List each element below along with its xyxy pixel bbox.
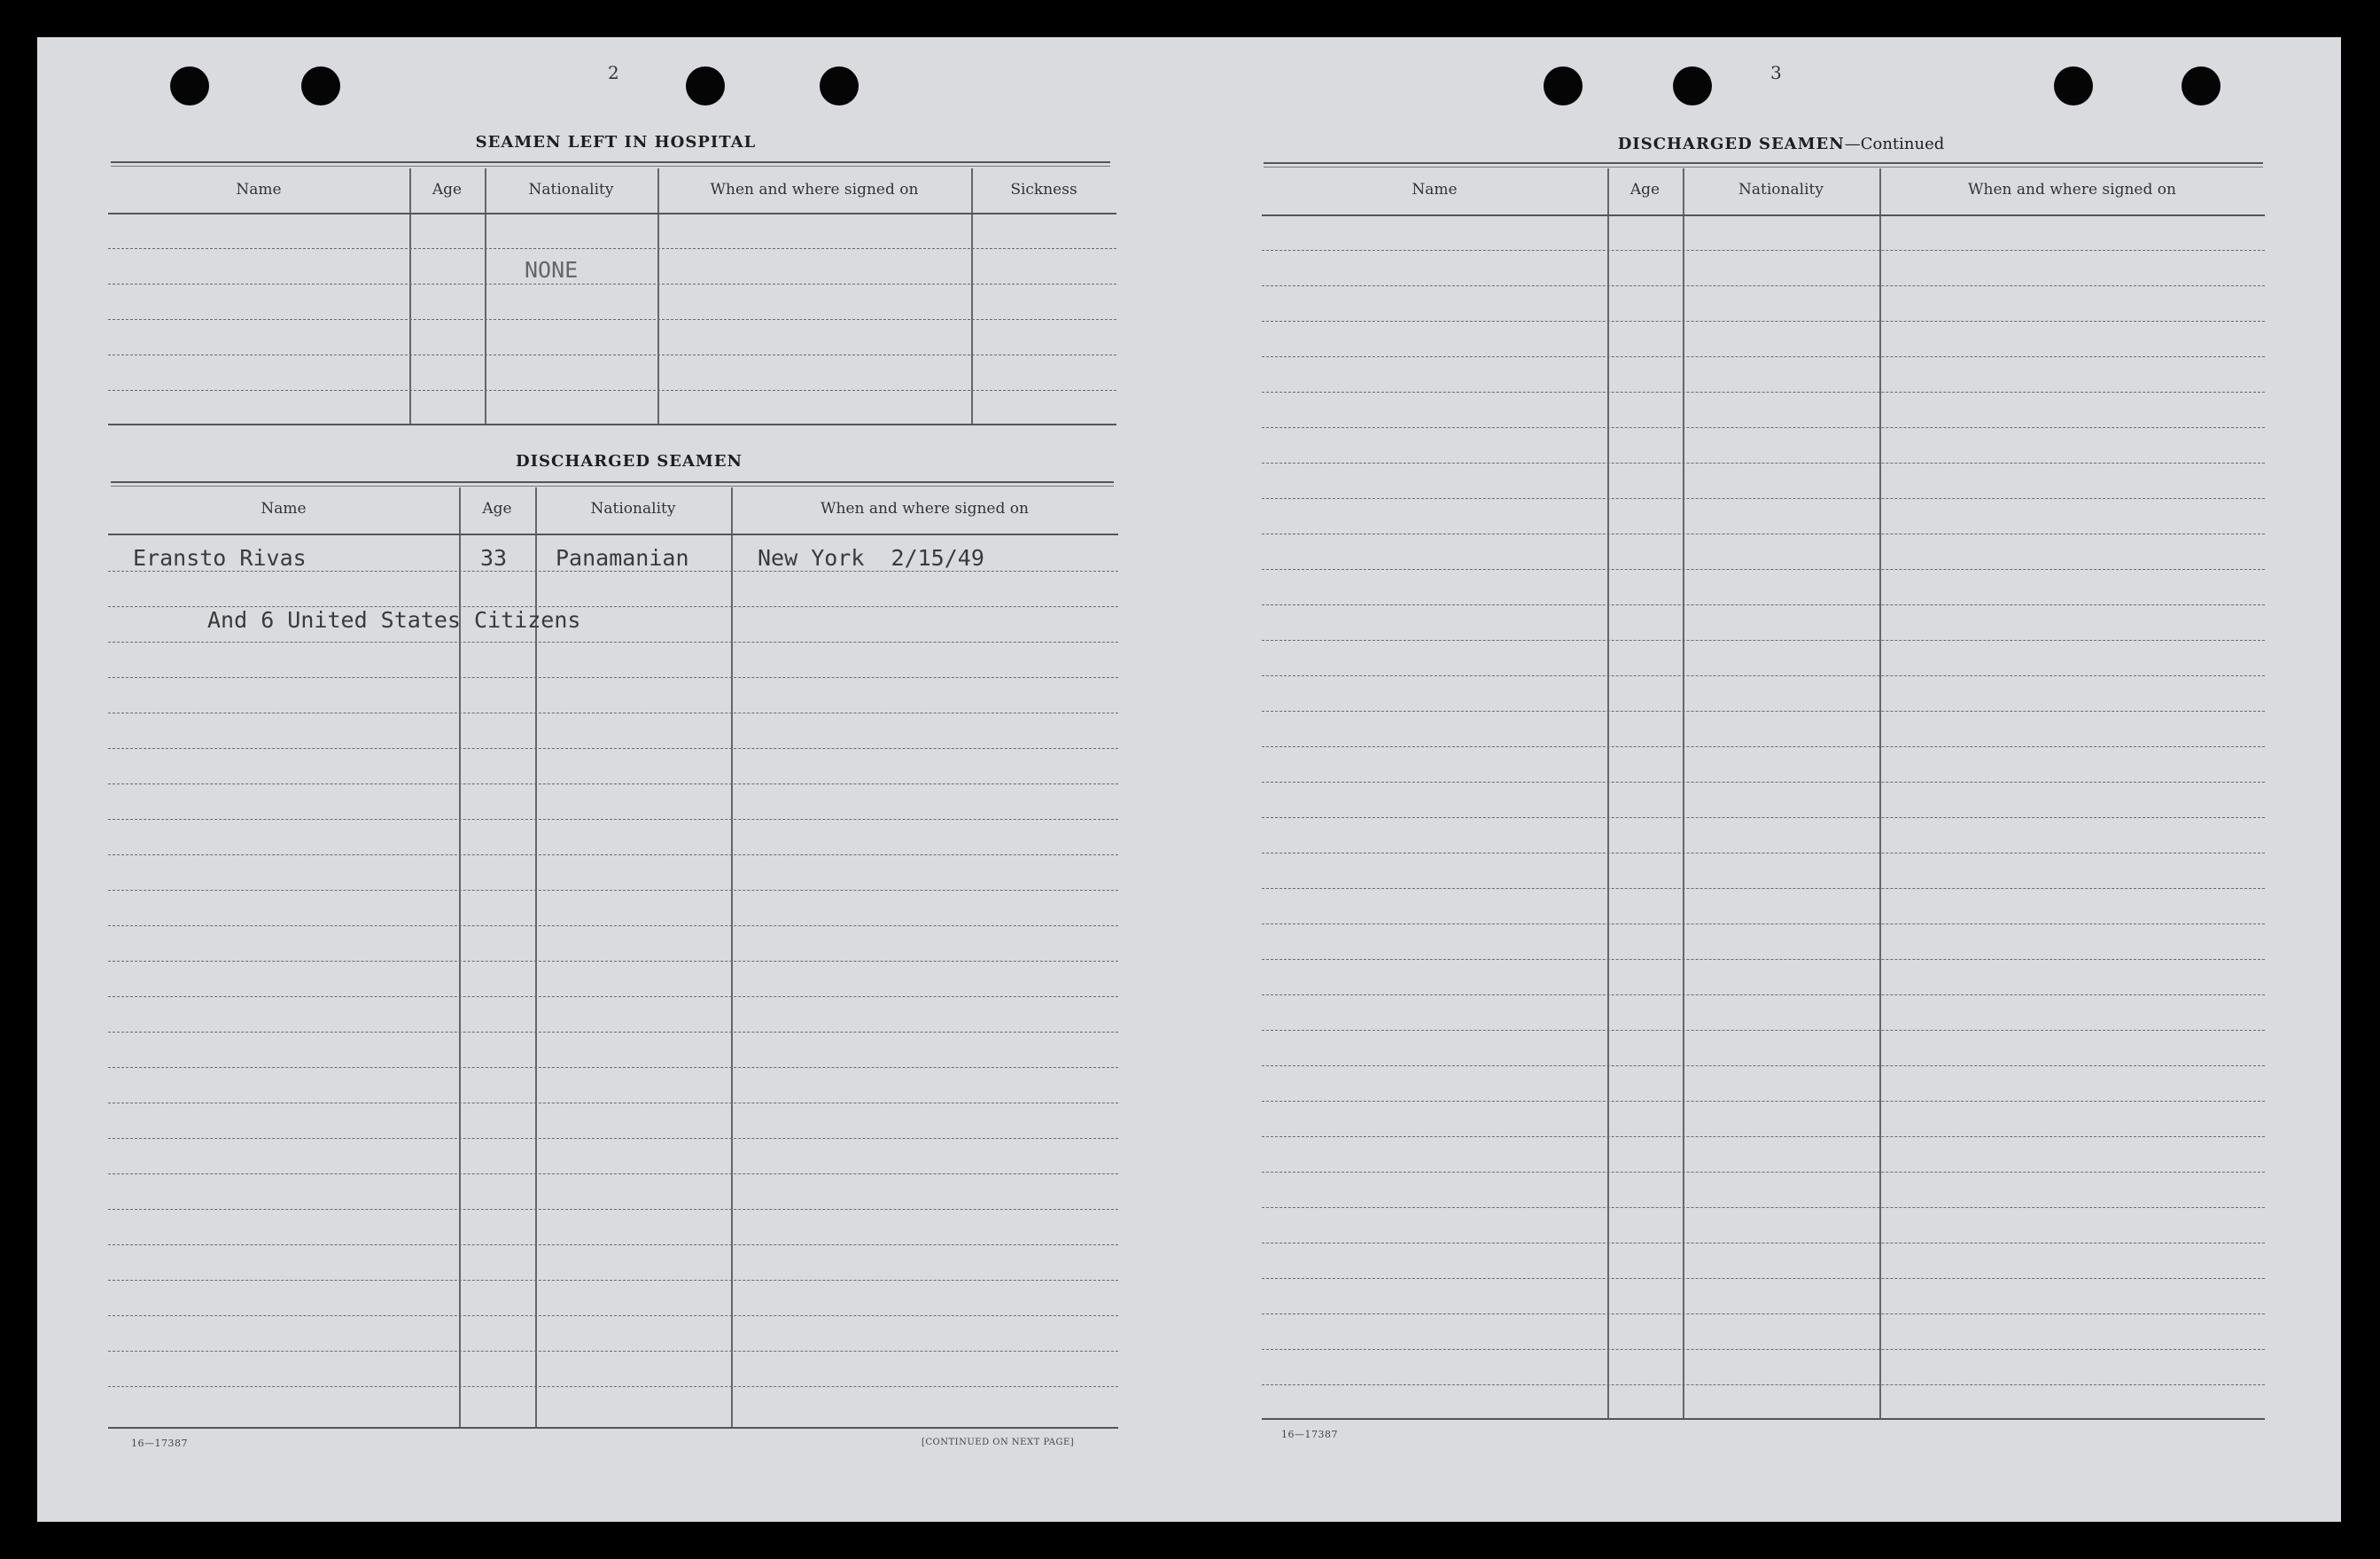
citizens-note: And 6 United States Citizens (207, 607, 581, 633)
discharged-section-title: DISCHARGED SEAMEN (515, 452, 743, 471)
page-number-right: 3 (1770, 62, 1782, 83)
seaman-signed-on: New York 2/15/49 (758, 545, 984, 571)
discharged-col-age: Age (482, 500, 512, 518)
punch-hole (2182, 66, 2221, 105)
continued-title-main: DISCHARGED SEAMEN (1617, 135, 1845, 153)
discharged-table (108, 487, 1118, 1429)
punch-hole (1673, 66, 1712, 105)
punch-hole (2054, 66, 2093, 105)
discharged-title-rule (111, 481, 1114, 483)
discharged-col-signed-on: When and where signed on (821, 500, 1029, 518)
continued-col-name: Name (1412, 181, 1458, 199)
form-number-right: 16—17387 (1281, 1429, 1338, 1440)
continued-section-title (1577, 135, 1985, 153)
hospital-none-entry: NONE (525, 257, 579, 283)
hospital-section-title: SEAMEN LEFT IN HOSPITAL (475, 133, 757, 152)
continued-col-signed-on: When and where signed on (1968, 181, 2176, 199)
hospital-table (108, 168, 1116, 425)
punch-hole (170, 66, 209, 105)
continued-col-nationality: Nationality (1738, 181, 1824, 199)
hospital-col-name: Name (236, 181, 282, 199)
form-number-left: 16—17387 (131, 1438, 188, 1449)
punch-hole (301, 66, 340, 105)
discharged-col-name: Name (261, 500, 307, 518)
hospital-col-nationality: Nationality (528, 181, 614, 199)
hospital-col-sickness: Sickness (1010, 181, 1077, 199)
discharged-col-nationality: Nationality (590, 500, 676, 518)
page-number-left: 2 (608, 62, 619, 83)
seaman-nationality: Panamanian (556, 545, 689, 571)
punch-hole (686, 66, 725, 105)
hospital-col-signed-on: When and where signed on (710, 181, 919, 199)
hospital-col-age: Age (432, 181, 463, 199)
continued-table (1262, 168, 2265, 1420)
continued-col-age: Age (1629, 181, 1661, 199)
punch-hole (820, 66, 859, 105)
seaman-name: Eransto Rivas (133, 545, 307, 571)
seaman-age: 33 (480, 545, 508, 571)
hospital-title-rule (111, 161, 1110, 163)
continued-note: [CONTINUED ON NEXT PAGE] (922, 1438, 1075, 1447)
continued-title-suffix: —Continued (1844, 135, 1945, 153)
continued-title-rule (1264, 162, 2263, 164)
punch-hole (1544, 66, 1583, 105)
